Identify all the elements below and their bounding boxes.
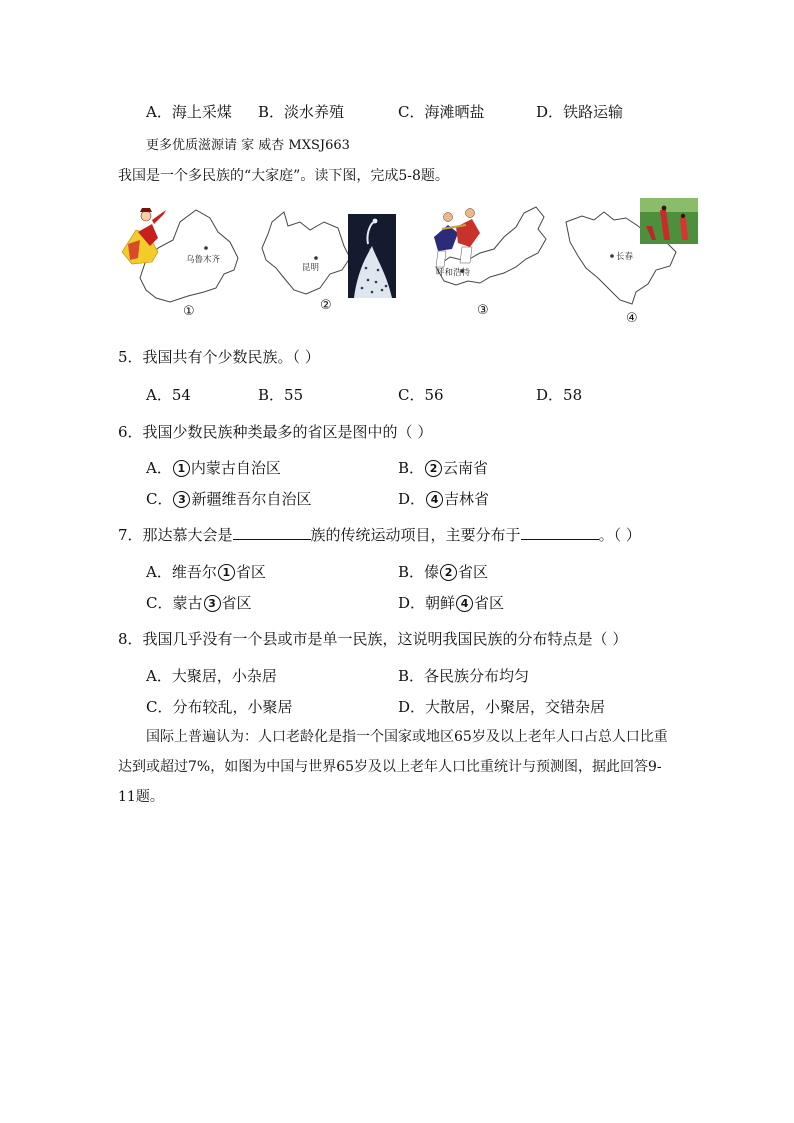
answer-blank-2 xyxy=(521,527,599,540)
q7-option-b: B．傣 2 省区 xyxy=(398,563,489,581)
q4-option-b: B．淡水养殖 xyxy=(258,103,345,121)
map-number-3: ③ xyxy=(477,303,489,318)
city-label-changchun: 长春 xyxy=(616,252,634,262)
q5-option-d: D．58 xyxy=(536,386,583,404)
city-label-kunming: 昆明 xyxy=(302,263,320,273)
question-8-stem: 8．我国几乎没有一个县或市是单一民族，这说明我国民族的分布特点是（ ） xyxy=(118,630,628,648)
question-5-stem: 5．我国共有个少数民族。（ ） xyxy=(118,348,320,366)
question-7-stem: 7．那达慕大会是 族的传统运动项目，主要分布于 。（ ） xyxy=(118,526,641,544)
question-6-stem: 6．我国少数民族种类最多的省区是图中的（ ） xyxy=(118,423,433,441)
q8-option-a: A．大聚居，小杂居 xyxy=(146,667,277,685)
korean-swing-photo xyxy=(640,198,698,244)
q8-option-d: D．大散居，小聚居，交错杂居 xyxy=(398,698,606,716)
q6-option-b: B． 2 云南省 xyxy=(398,459,489,477)
dai-peacock-dancer-photo xyxy=(348,214,396,298)
q6-option-c: C． 3 新疆维吾尔自治区 xyxy=(146,490,312,508)
map-xinjiang xyxy=(118,200,248,322)
q4-option-d: D．铁路运输 xyxy=(536,103,624,121)
city-label-urumqi: 乌鲁木齐 xyxy=(186,255,221,265)
map-yunnan xyxy=(258,208,400,322)
q5-option-a: A．54 xyxy=(146,386,191,404)
map-inner-mongolia xyxy=(428,203,556,321)
aging-paragraph: 国际上普遍认为：人口老龄化是指一个国家或地区65岁及以上老年人口占总人口比重达到或超过7%，如图为中国与世界65岁及以上老年人口比重统计与预测图，据此回答9-11题。 xyxy=(118,729,668,805)
q7-option-a: A．维吾尔 1 省区 xyxy=(146,563,266,581)
map-number-2: ② xyxy=(320,298,332,313)
intro-text: 我国是一个多民族的“大家庭”。读下图，完成5-8题。 xyxy=(118,168,449,184)
answer-blank-1 xyxy=(233,527,311,540)
q5-option-b: B．55 xyxy=(258,386,304,404)
map-number-1: ① xyxy=(183,304,195,319)
q5-option-c: C．56 xyxy=(398,386,444,404)
q4-option-a: A．海上采煤 xyxy=(146,103,232,121)
q4-option-c: C．海滩晒盐 xyxy=(398,103,485,121)
q8-option-c: C．分布较乱，小聚居 xyxy=(146,698,293,716)
city-label-hohhot: 呼和浩特 xyxy=(436,268,471,278)
q6-option-a: A． 1 内蒙古自治区 xyxy=(146,459,281,477)
q7-option-c: C．蒙古 3 省区 xyxy=(146,594,252,612)
watermark-text: 更多优质滋源请 家 威杏 MXSJ663 xyxy=(146,138,350,153)
q6-option-d: D． 4 吉林省 xyxy=(398,490,490,508)
q7-option-d: D．朝鲜 4 省区 xyxy=(398,594,505,612)
map-number-4: ④ xyxy=(626,311,638,326)
map-jilin xyxy=(560,196,702,328)
q8-option-b: B．各民族分布均匀 xyxy=(398,667,530,685)
